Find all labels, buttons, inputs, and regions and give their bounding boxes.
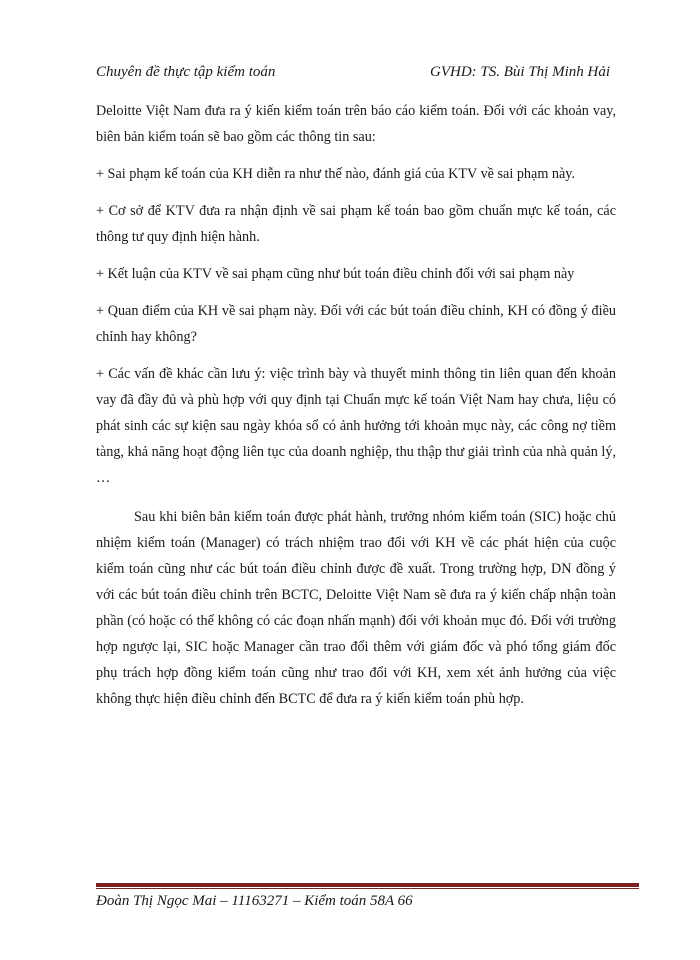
document-body [96, 98, 616, 723]
paragraph-bullet-2: + Cơ sở để KTV đưa ra nhận định về sai phạm kế toán bao gồm chuẩn mực kế toán, các thông tư quy định hiện hành. [96, 203, 616, 245]
paragraph-bullet-4: + Quan điểm của KH về sai phạm này. Đối với các bút toán điều chỉnh, KH có đồng ý điều chỉnh hay không? [96, 303, 616, 345]
paragraph-bullet-5: + Các vấn đề khác cần lưu ý: việc trình bày và thuyết minh thông tin liên quan đến khoản vay đã đầy đủ và phù hợp với quy định tại Chuẩn mực kế toán Việt Nam hay chưa, liệu có phát sinh các sự kiện sau ngày khóa sổ có ảnh hưởng tới khoản mục này, các công nợ tiềm tàng, khả năng hoạt động liên tục của doanh nghiệp, thu thập thư giải trình của nhà quản lý, … [96, 366, 616, 486]
paragraph-intro: Deloitte Việt Nam đưa ra ý kiến kiểm toán trên báo cáo kiểm toán. Đối với các khoản vay, biên bản kiểm toán sẽ bao gồm các thông tin sau: [96, 103, 616, 145]
footer-divider-thick [96, 883, 639, 887]
paragraph-conclusion: Sau khi biên bản kiểm toán được phát hành, trưởng nhóm kiểm toán (SIC) hoặc chủ nhiệm kiểm toán (Manager) có trách nhiệm trao đổi với KH về các phát hiện của cuộc kiểm toán cũng như các bút toán điều chỉnh được đề xuất. Trong trường hợp, DN đồng ý với các bút toán điều chỉnh trên BCTC, Deloitte Việt Nam sẽ đưa ra ý kiến chấp nhận toàn phần (có hoặc có thể không có các đoạn nhấn mạnh) đối với khoản mục đó. Đối với trường hợp ngược lại, SIC hoặc Manager cần trao đổi thêm với giám đốc và phó tổng giám đốc phụ trách hợp đồng kiểm toán cũng như trao đổi với KH, xem xét ảnh hưởng của việc không thực hiện điều chỉnh đến BCTC để đưa ra ý kiến kiểm toán phù hợp. [96, 509, 616, 707]
page-footer: Đoàn Thị Ngọc Mai – 11163271 – Kiểm toán 58A 66 [96, 893, 413, 909]
footer-divider [96, 883, 639, 890]
paragraph-bullet-3: + Kết luận của KTV về sai phạm cũng như bút toán điều chỉnh đối với sai phạm này [96, 266, 575, 282]
header-title: Chuyên đề thực tập kiểm toán [96, 64, 276, 80]
footer-divider-thin [96, 888, 639, 889]
header-supervisor: GVHD: TS. Bùi Thị Minh Hải [430, 64, 610, 80]
paragraph-bullet-1: + Sai phạm kế toán của KH diễn ra như thế nào, đánh giá của KTV về sai phạm này. [96, 166, 576, 182]
page-header [96, 64, 616, 84]
